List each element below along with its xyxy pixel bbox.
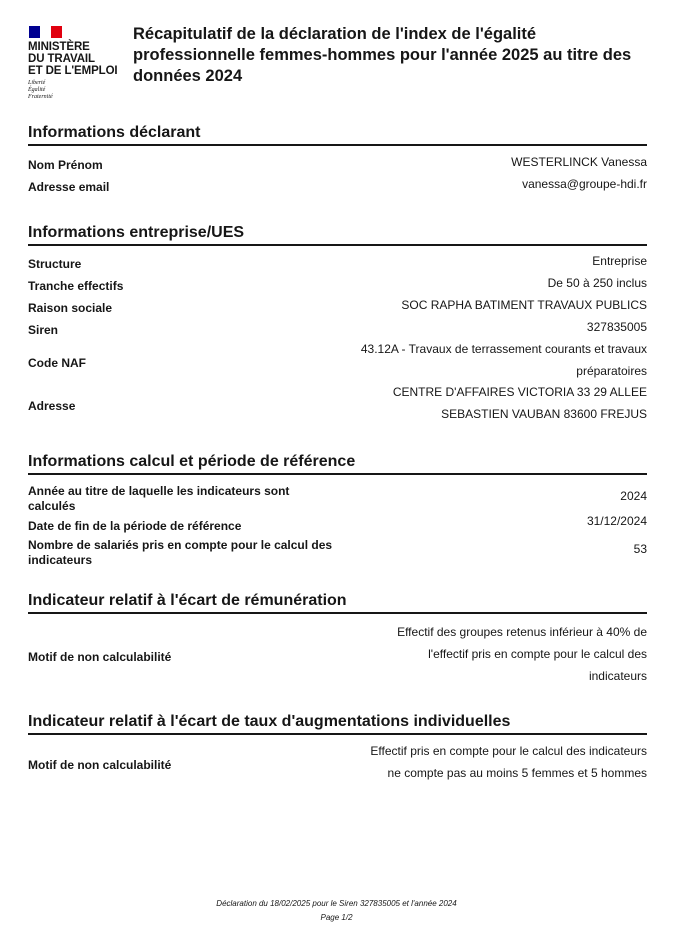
- french-flag-icon: [29, 26, 62, 38]
- motif-augmentations-line: Effectif pris en compte pour le calcul des indicateurs: [370, 744, 647, 758]
- naf-label: Code NAF: [28, 356, 86, 370]
- date-fin-label: Date de fin de la période de référence: [28, 519, 242, 533]
- motif-remuneration-value: [397, 621, 647, 687]
- republic-motto: [28, 80, 128, 101]
- motif-remuneration-line: indicateurs: [588, 669, 647, 683]
- ministry-logo: [28, 26, 128, 101]
- date-fin-value: 31/12/2024: [586, 514, 647, 528]
- name-value: WESTERLINCK Vanessa: [511, 155, 647, 169]
- motto-line: Liberté: [28, 80, 46, 86]
- email-label: Adresse email: [28, 180, 110, 194]
- email-value: vanessa@groupe-hdi.fr: [522, 177, 647, 191]
- adresse-value: [393, 381, 647, 425]
- siren-label: Siren: [28, 323, 59, 337]
- annee-value: 2024: [620, 489, 647, 503]
- motif-remuneration-line: Effectif des groupes retenus inférieur à 40% de: [397, 625, 647, 639]
- raison-sociale-label: Raison sociale: [28, 301, 113, 315]
- naf-value-line: 43.12A - Travaux de terrassement courants et travaux: [360, 342, 647, 356]
- naf-value-line: préparatoires: [576, 364, 647, 378]
- raison-sociale-value: SOC RAPHA BATIMENT TRAVAUX PUBLICS: [401, 298, 647, 312]
- section-heading-augmentations: Indicateur relatif à l'écart de taux d'augmentations individuelles: [28, 712, 647, 735]
- salaries-label: Nombre de salariés pris en compte pour le calcul des indicateurs: [28, 538, 333, 567]
- motif-remuneration-label: Motif de non calculabilité: [28, 650, 172, 664]
- section-heading-declarant: Informations déclarant: [28, 123, 647, 146]
- adresse-value-line: CENTRE D'AFFAIRES VICTORIA 33 29 ALLEE: [392, 385, 647, 399]
- ministry-line: DU TRAVAIL: [28, 53, 95, 65]
- adresse-label: Adresse: [28, 399, 76, 413]
- name-label: Nom Prénom: [28, 158, 103, 172]
- motto-line: Égalité: [28, 87, 46, 93]
- ministry-line: ET DE L'EMPLOI: [28, 65, 118, 77]
- page-footer: [0, 897, 673, 925]
- structure-value: Entreprise: [592, 254, 647, 268]
- motif-augmentations-label: Motif de non calculabilité: [28, 758, 172, 772]
- salaries-value: 53: [633, 542, 647, 556]
- annee-label: Année au titre de laquelle les indicateurs sont calculés: [28, 484, 290, 513]
- section-heading-entreprise: Informations entreprise/UES: [28, 223, 647, 246]
- motif-augmentations-value: [370, 740, 647, 784]
- structure-label: Structure: [28, 257, 82, 271]
- motif-augmentations-line: ne compte pas au moins 5 femmes et 5 hommes: [387, 766, 647, 780]
- section-heading-remuneration: Indicateur relatif à l'écart de rémunération: [28, 591, 647, 614]
- tranche-value: De 50 à 250 inclus: [547, 276, 647, 290]
- section-heading-calcul: Informations calcul et période de référence: [28, 452, 647, 475]
- naf-value: [361, 338, 647, 382]
- ministry-line: MINISTÈRE: [28, 41, 90, 53]
- motto-line: Fraternité: [28, 94, 53, 100]
- siren-value: 327835005: [586, 320, 647, 334]
- motif-remuneration-line: l'effectif pris en compte pour le calcul des: [428, 647, 647, 661]
- tranche-label: Tranche effectifs: [28, 279, 124, 293]
- footer-declaration: Déclaration du 18/02/2025 pour le Siren 327835005 et l'année 2024: [216, 899, 457, 908]
- adresse-value-line: SEBASTIEN VAUBAN 83600 FREJUS: [441, 407, 647, 421]
- ministry-name: [28, 41, 128, 77]
- document-title: Récapitulatif de la déclaration de l'index de l'égalité professionnelle femmes-hommes pour l'année 2025 au titre des données 2024: [133, 25, 632, 85]
- page-number: Page 1/2: [320, 913, 353, 922]
